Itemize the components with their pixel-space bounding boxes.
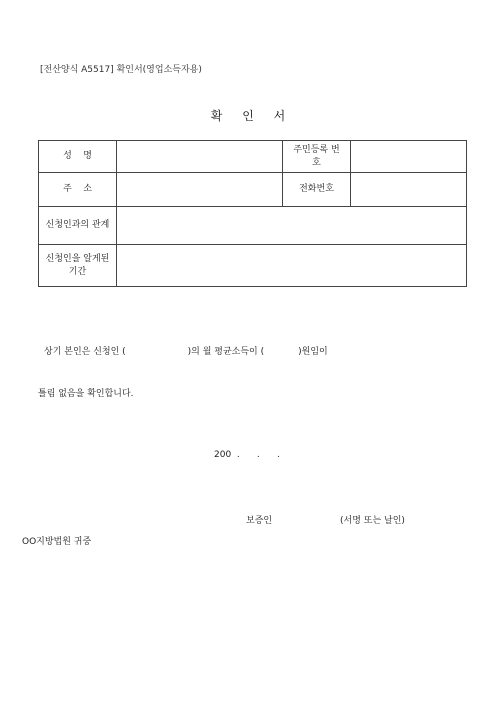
- table-row: [39, 173, 467, 207]
- date-line: 200 . . .: [214, 450, 280, 460]
- phone-label: 전화번호: [283, 173, 351, 207]
- document-title: 확 인 서: [210, 109, 294, 123]
- table-row: [39, 141, 467, 173]
- known-period-field[interactable]: [117, 245, 467, 287]
- name-field[interactable]: [117, 141, 283, 173]
- address-field[interactable]: [117, 173, 283, 207]
- resident-number-label: 주민등록 번 호: [283, 141, 351, 173]
- statement-part-1: 상기 본인은 신청인 (: [44, 347, 126, 357]
- relationship-field[interactable]: [117, 207, 467, 245]
- info-table: [38, 140, 467, 287]
- table-row: [39, 207, 467, 245]
- name-label: 성 명: [39, 141, 117, 173]
- statement-part-2: )의 월 평균소득이 (: [187, 347, 265, 357]
- relationship-label: 신청인과의 관계: [39, 207, 117, 245]
- table-row: [39, 245, 467, 287]
- statement-line-2: 틀림 없음을 확인합니다.: [38, 389, 134, 399]
- form-code: [전산양식 A5517] 확인서(영업소득자용): [40, 65, 202, 75]
- guarantor-label: 보증인: [246, 516, 273, 526]
- resident-number-field[interactable]: [351, 141, 467, 173]
- phone-field[interactable]: [351, 173, 467, 207]
- address-label: 주 소: [39, 173, 117, 207]
- statement-part-3: )원임이: [298, 347, 328, 357]
- known-period-label: 신청인을 알게된 기간: [39, 245, 117, 287]
- sign-note: (서명 또는 날인): [340, 516, 405, 526]
- statement-line-1: [44, 344, 328, 357]
- court-addressee: OO지방법원 귀중: [22, 537, 92, 547]
